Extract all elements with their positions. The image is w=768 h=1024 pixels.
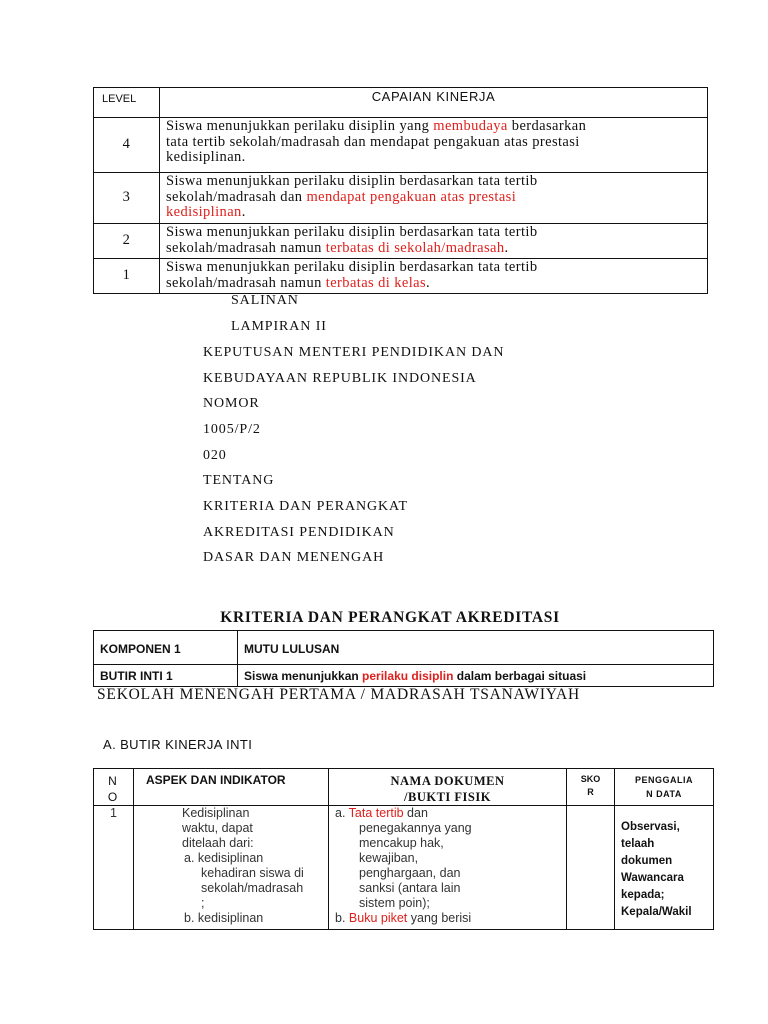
butir-inti-label: BUTIR INTI 1 bbox=[94, 665, 238, 687]
nama-dokumen-line bbox=[329, 896, 566, 911]
text-run: Siswa menunjukkan bbox=[244, 668, 363, 683]
tentang-line-1: KRITERIA DAN PERANGKAT bbox=[203, 499, 408, 514]
keputusan-line-1: KEPUTUSAN MENTERI PENDIDIKAN DAN bbox=[203, 345, 505, 360]
penggalian-data-cell bbox=[615, 806, 714, 930]
nomor-value-1: 1005/P/2 bbox=[203, 422, 261, 437]
level-title: SEKOLAH MENENGAH PERTAMA / MADRASAH TSANAWIYAH bbox=[97, 686, 581, 703]
text-run: . bbox=[241, 204, 246, 220]
text-line bbox=[166, 241, 703, 257]
nama-dokumen-line bbox=[329, 821, 566, 836]
capaian-kinerja-table bbox=[93, 87, 708, 294]
nama-dokumen-line bbox=[329, 866, 566, 881]
nama-dokumen-header: NAMA DOKUMEN /BUKTI FISIK bbox=[329, 769, 567, 806]
skor-cell bbox=[567, 806, 615, 930]
komponen-label: KOMPONEN 1 bbox=[94, 631, 238, 665]
capaian-row bbox=[94, 173, 708, 224]
text-run: Siswa menunjukkan perilaku disiplin berdasarkan tata tertib bbox=[166, 224, 538, 240]
lampiran-label: LAMPIRAN II bbox=[231, 319, 327, 334]
highlighted-text: kedisiplinan bbox=[166, 204, 242, 220]
aspek-line: ditelaah dari: bbox=[182, 836, 254, 850]
keputusan-line-2: KEBUDAYAAN REPUBLIK INDONESIA bbox=[203, 371, 477, 386]
text-run: sekolah/madrasah namun bbox=[166, 274, 326, 291]
penggalian-line: kepada; bbox=[621, 889, 665, 901]
highlighted-text: Buku piket bbox=[348, 911, 408, 925]
text-run: . bbox=[426, 274, 431, 291]
aspek-line: kehadiran siswa di bbox=[201, 866, 304, 880]
text-run: mencakup hak, bbox=[359, 836, 444, 850]
nama-dokumen-line bbox=[329, 836, 566, 851]
nama-dokumen-line bbox=[329, 881, 566, 896]
aspek-line: Kedisiplinan bbox=[182, 806, 250, 820]
salinan-label: SALINAN bbox=[231, 293, 299, 308]
text-run: a. bbox=[335, 806, 349, 820]
level-value: 1 bbox=[94, 259, 160, 294]
text-run: Siswa menunjukkan perilaku disiplin berdasarkan tata tertib bbox=[166, 173, 538, 189]
text-run: penghargaan, dan bbox=[359, 866, 461, 880]
text-run: sekolah/madrasah namun bbox=[166, 239, 326, 256]
text-run: penegakannya yang bbox=[359, 821, 472, 835]
capaian-header: CAPAIAN KINERJA bbox=[160, 88, 708, 118]
text-run: Siswa menunjukkan perilaku disiplin yang bbox=[166, 118, 434, 134]
penggalian-line: dokumen bbox=[621, 855, 673, 867]
aspek-line: waktu, dapat bbox=[182, 821, 253, 835]
capaian-description bbox=[160, 224, 708, 259]
text-line bbox=[166, 225, 703, 241]
butir-kinerja-table bbox=[93, 768, 714, 930]
row-number: 1 bbox=[94, 806, 134, 930]
komponen-value: MUTU LULUSAN bbox=[238, 631, 714, 665]
butir-inti-value bbox=[238, 665, 714, 687]
level-value: 3 bbox=[94, 173, 160, 224]
level-value: 4 bbox=[94, 118, 160, 173]
penggalian-line: Observasi, bbox=[621, 821, 680, 833]
section-title: KRITERIA DAN PERANGKAT AKREDITASI bbox=[220, 609, 560, 626]
aspek-cell bbox=[134, 806, 329, 930]
highlighted-text: membudaya bbox=[433, 118, 508, 134]
aspek-line: b. kedisiplinan bbox=[184, 911, 264, 925]
text-line bbox=[166, 135, 703, 151]
level-value: 2 bbox=[94, 224, 160, 259]
level-header: LEVEL bbox=[94, 88, 160, 118]
text-run: berdasarkan bbox=[507, 118, 587, 134]
aspek-line: ; bbox=[201, 896, 205, 910]
text-line bbox=[166, 276, 703, 292]
tentang-label: TENTANG bbox=[203, 473, 275, 488]
capaian-row bbox=[94, 224, 708, 259]
butir-section-title: A. BUTIR KINERJA INTI bbox=[103, 737, 253, 752]
text-line bbox=[166, 260, 703, 276]
nomor-value-2: 020 bbox=[203, 448, 227, 463]
no-header: N O bbox=[94, 769, 134, 806]
capaian-description bbox=[160, 259, 708, 294]
nama-dokumen-line bbox=[329, 911, 566, 926]
text-run: kewajiban, bbox=[359, 851, 419, 865]
capaian-description bbox=[160, 173, 708, 224]
highlighted-text: Tata tertib bbox=[348, 806, 404, 820]
text-line bbox=[166, 119, 703, 135]
komponen-table bbox=[93, 630, 714, 687]
highlighted-text: perilaku disiplin bbox=[362, 668, 454, 683]
text-run: dan bbox=[403, 806, 428, 820]
text-run: sistem poin); bbox=[359, 896, 430, 910]
capaian-row bbox=[94, 259, 708, 294]
penggalian-line: Wawancara bbox=[621, 872, 684, 884]
text-line bbox=[166, 205, 703, 221]
text-run: sekolah/madrasah dan bbox=[166, 188, 307, 205]
text-line bbox=[166, 150, 703, 166]
text-run: kedisiplinan. bbox=[166, 149, 246, 165]
aspek-header: ASPEK DAN INDIKATOR bbox=[134, 769, 329, 806]
penggalian-data-header: PENGGALIA N DATA bbox=[615, 769, 714, 806]
table-row bbox=[94, 806, 714, 930]
text-run: sanksi (antara lain bbox=[359, 881, 461, 895]
text-run: b. bbox=[335, 911, 349, 925]
penggalian-line: telaah bbox=[621, 838, 655, 850]
skor-header: SKO R bbox=[567, 769, 615, 806]
highlighted-text: mendapat pengakuan atas prestasi bbox=[306, 188, 517, 205]
text-line bbox=[166, 190, 703, 206]
text-run: yang berisi bbox=[407, 911, 472, 925]
text-run: . bbox=[504, 239, 509, 256]
tentang-line-3: DASAR DAN MENENGAH bbox=[203, 550, 385, 565]
highlighted-text: terbatas di sekolah/madrasah bbox=[325, 239, 505, 256]
nama-dokumen-line bbox=[329, 851, 566, 866]
penggalian-line: Kepala/Wakil bbox=[621, 906, 692, 918]
aspek-line: a. kedisiplinan bbox=[184, 851, 264, 865]
capaian-row bbox=[94, 118, 708, 173]
nama-dokumen-line bbox=[329, 806, 566, 821]
highlighted-text: terbatas di kelas bbox=[325, 274, 427, 291]
capaian-description bbox=[160, 118, 708, 173]
nomor-label: NOMOR bbox=[203, 396, 260, 411]
text-run: Siswa menunjukkan perilaku disiplin berdasarkan tata tertib bbox=[166, 259, 538, 275]
aspek-line: sekolah/madrasah bbox=[201, 881, 304, 895]
nama-dokumen-cell bbox=[329, 806, 567, 930]
text-run: tata tertib sekolah/madrasah dan mendapat pengakuan atas prestasi bbox=[166, 133, 580, 150]
text-run: dalam berbagai situasi bbox=[453, 668, 587, 683]
text-line bbox=[166, 174, 703, 190]
tentang-line-2: AKREDITASI PENDIDIKAN bbox=[203, 525, 395, 540]
